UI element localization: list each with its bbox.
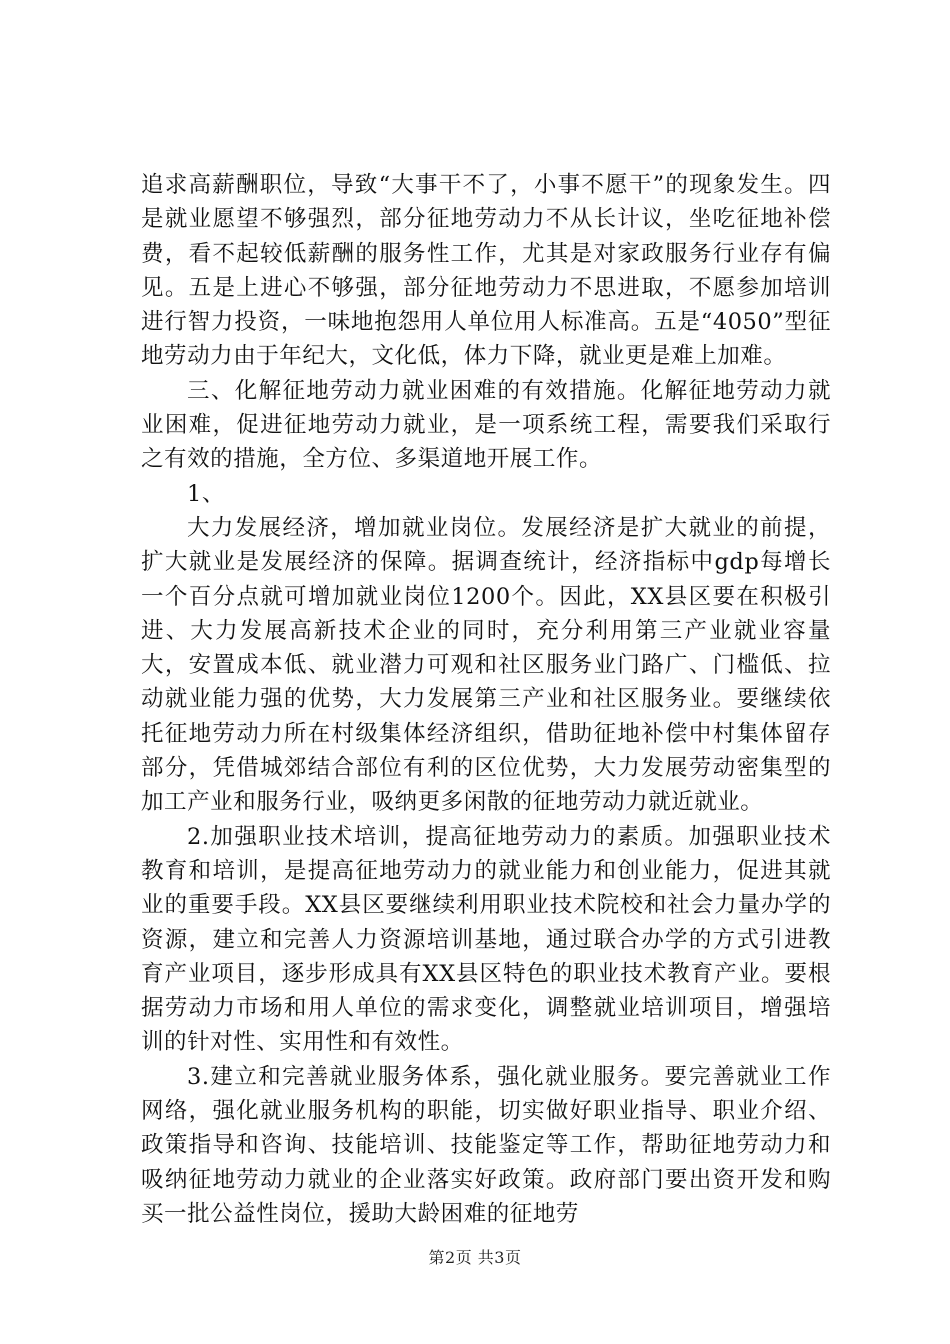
paragraph-5: 2.加强职业技术培训，提高征地劳动力的素质。加强职业技术教育和培训，是提高征地劳动力的就业能力和创业能力，促进其就业的重要手段。XX县区要继续利用职业技术院校和社会力量办学的资源，建立和完善人力资源培训基地，通过联合办学的方式引进教育产业项目，逐步形成具有XX县区特色的职业技术教育产业。要根据劳动力市场和用人单位的需求变化，调整就业培训项目，增强培训的针对性、实用性和有效性。 (141, 823, 831, 1056)
paragraph-4: 大力发展经济，增加就业岗位。发展经济是扩大就业的前提，扩大就业是发展经济的保障。据调查统计，经济指标中gdp每增长一个百分点就可增加就业岗位1200个。因此，XX县区要在积极引进、大力发展高新技术企业的同时，充分利用第三产业就业容量大，安置成本低、就业潜力可观和社区服务业门路广、门槛低、拉动就业能力强的优势，大力发展第三产业和社区服务业。要继续依托征地劳动力所在村级集体经济组织，借助征地补偿中村集体留存部分，凭借城郊结合部位有利的区位优势，大力发展劳动密集型的加工产业和服务行业，吸纳更多闲散的征地劳动力就近就业。 (141, 514, 831, 816)
paragraph-2: 三、化解征地劳动力就业困难的有效措施。化解征地劳动力就业困难，促进征地劳动力就业，是一项系统工程，需要我们采取行之有效的措施，全方位、多渠道地开展工作。 (141, 377, 831, 473)
paragraph-3: 1、 (187, 480, 225, 507)
paragraph-1: 追求高薪酬职位，导致“大事干不了，小事不愿干”的现象发生。四是就业愿望不够强烈，部分征地劳动力不从长计议，坐吃征地补偿费，看不起较低薪酬的服务性工作，尤其是对家政服务行业存有偏见。五是上进心不够强，部分征地劳动力不思进取，不愿参加培训进行智力投资，一味地抱怨用人单位用人标准高。五是“4050”型征地劳动力由于年纪大，文化低，体力下降，就业更是难上加难。 (141, 172, 831, 370)
paragraph-6: 3.建立和完善就业服务体系，强化就业服务。要完善就业工作网络，强化就业服务机构的职能，切实做好职业指导、职业介绍、政策指导和咨询、技能培训、技能鉴定等工作，帮助征地劳动力和吸纳征地劳动力就业的企业落实好政策。政府部门要出资开发和购买一批公益性岗位，援助大龄困难的征地劳 (141, 1063, 831, 1227)
page-footer: 第2页 共3页 (428, 1248, 522, 1267)
document-body (141, 168, 831, 1231)
